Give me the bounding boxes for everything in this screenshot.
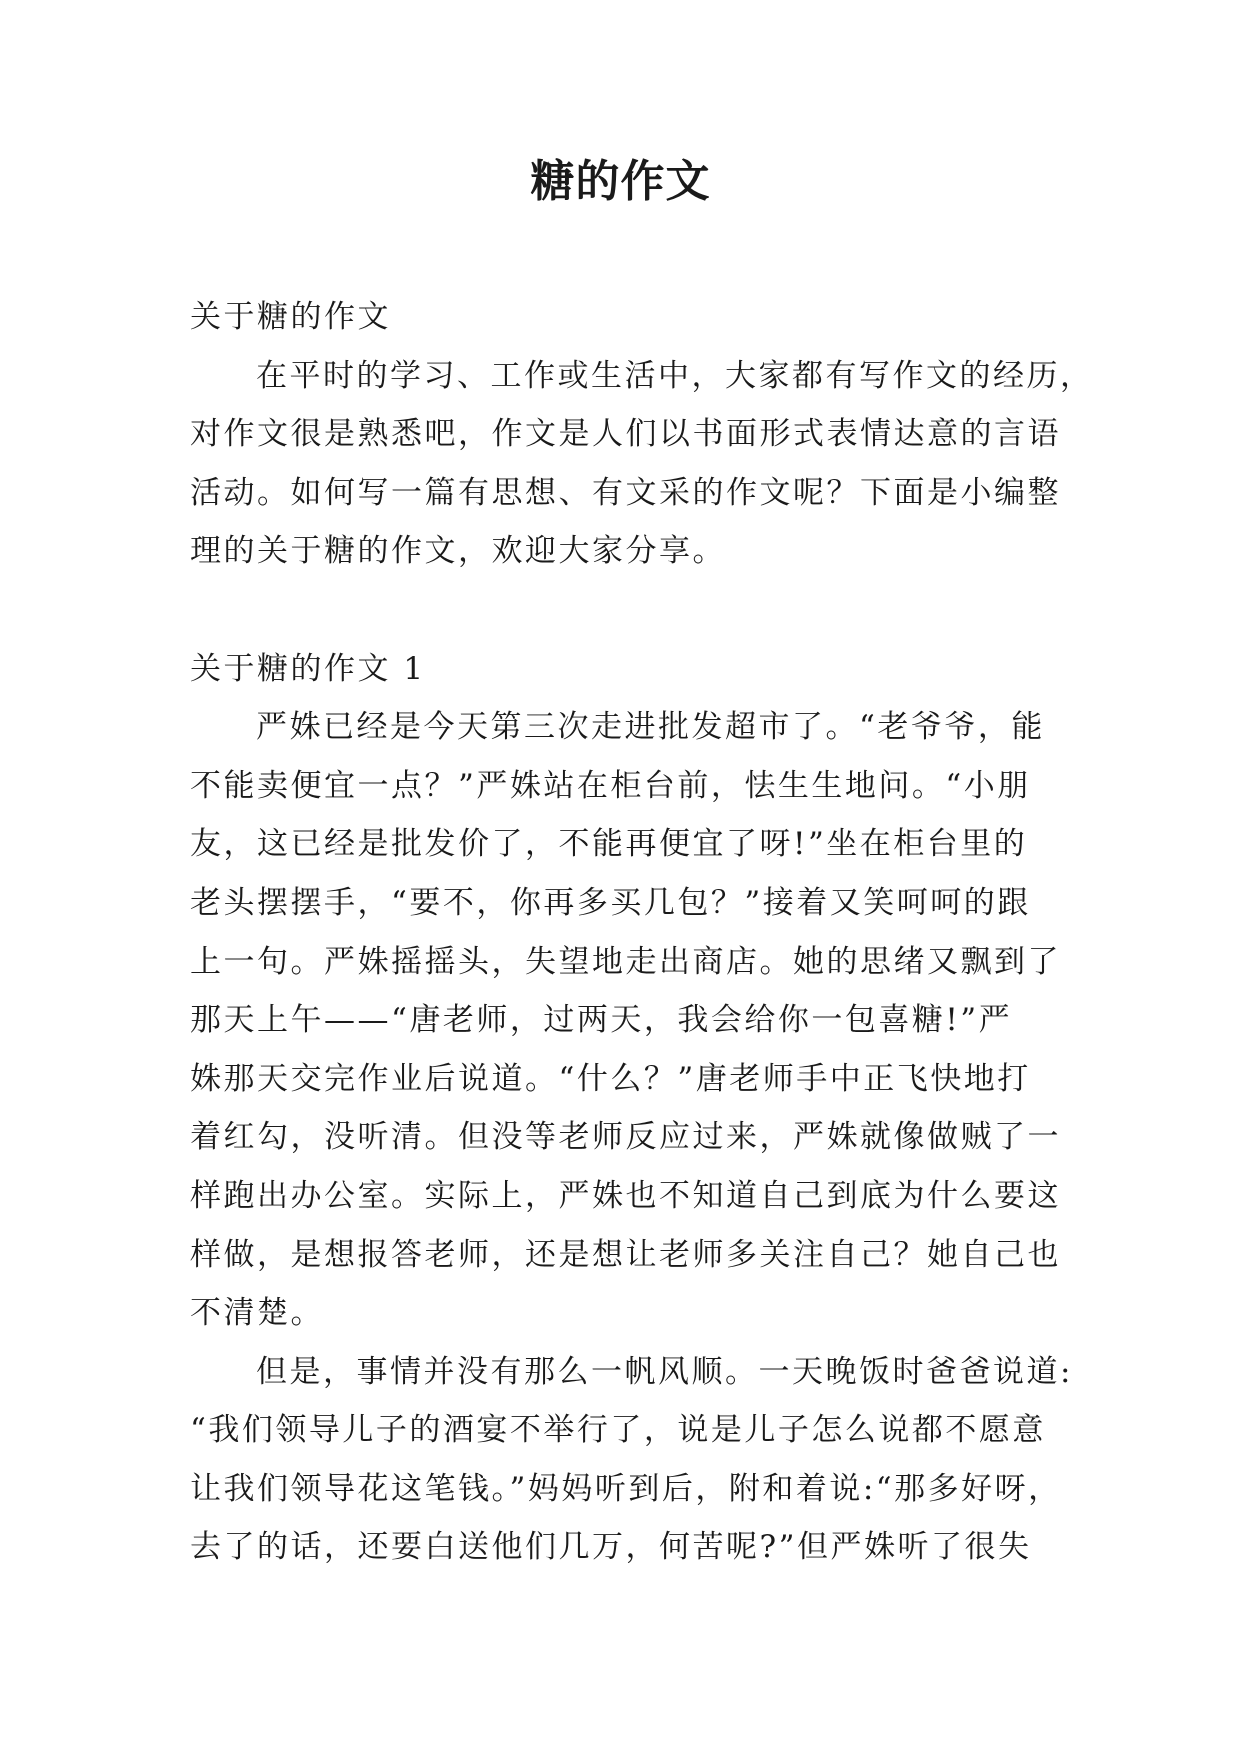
paragraph-line: 着红勾，没听清。但没等老师反应过来，严姝就像做贼了一: [190, 1119, 1061, 1156]
paragraph-line: 但是，事情并没有那么一帆风顺。一天晚饭时爸爸说道:: [256, 1353, 1073, 1390]
paragraph-line: 去了的话，还要白送他们几万，何苦呢?”但严姝听了很失: [190, 1529, 1032, 1566]
document-body: [190, 288, 1094, 1577]
paragraph-line: 样跑出办公室。实际上，严姝也不知道自己到底为什么要这: [190, 1177, 1061, 1214]
paragraph-line: 上一句。严姝摇摇头，失望地走出商店。她的思绪又飘到了: [190, 943, 1061, 980]
paragraph-line: “我们领导儿子的酒宴不举行了，说是儿子怎么说都不愿意: [190, 1412, 1046, 1449]
paragraph-line: 不能卖便宜一点？”严姝站在柜台前，怯生生地问。“小朋: [190, 767, 1031, 804]
paragraph-line: 那天上午——“唐老师，过两天，我会给你一包喜糖!”严: [190, 1002, 1013, 1039]
blank-line: [190, 581, 1050, 640]
paragraph-line: 对作文很是熟悉吧，作文是人们以书面形式表情达意的言语: [190, 416, 1061, 453]
paragraph-line: 活动。如何写一篇有思想、有文采的作文呢？下面是小编整: [190, 474, 1061, 511]
intro-paragraph: [190, 347, 1094, 581]
paragraph-line: 友，这已经是批发价了，不能再便宜了呀!”坐在柜台里的: [190, 826, 1028, 863]
paragraph-line: 理的关于糖的作文，欢迎大家分享。: [190, 533, 726, 570]
paragraph-line: 严姝已经是今天第三次走进批发超市了。“老爷爷，能: [256, 709, 1045, 746]
paragraph-line: 姝那天交完作业后说道。“什么？”唐老师手中正飞快地打: [190, 1060, 1031, 1097]
section-heading: 关于糖的作文 1: [190, 650, 426, 687]
body-paragraph-2: [190, 1343, 1073, 1577]
paragraph-line: 在平时的学习、工作或生活中，大家都有写作文的经历，: [256, 357, 1094, 394]
paragraph-line: 老头摆摆手，“要不，你再多买几包？”接着又笑呵呵的跟: [190, 884, 1031, 921]
paragraph-line: 样做，是想报答老师，还是想让老师多关注自己？她自己也: [190, 1236, 1061, 1273]
document-title: 糖的作文: [530, 156, 711, 207]
paragraph-line: 让我们领导花这笔钱。”妈妈听到后，附和着说:“那多好呀，: [190, 1470, 1062, 1507]
intro-heading: 关于糖的作文: [190, 299, 391, 335]
body-paragraph-1: [190, 698, 1061, 1343]
paragraph-line: 不清楚。: [190, 1295, 324, 1332]
